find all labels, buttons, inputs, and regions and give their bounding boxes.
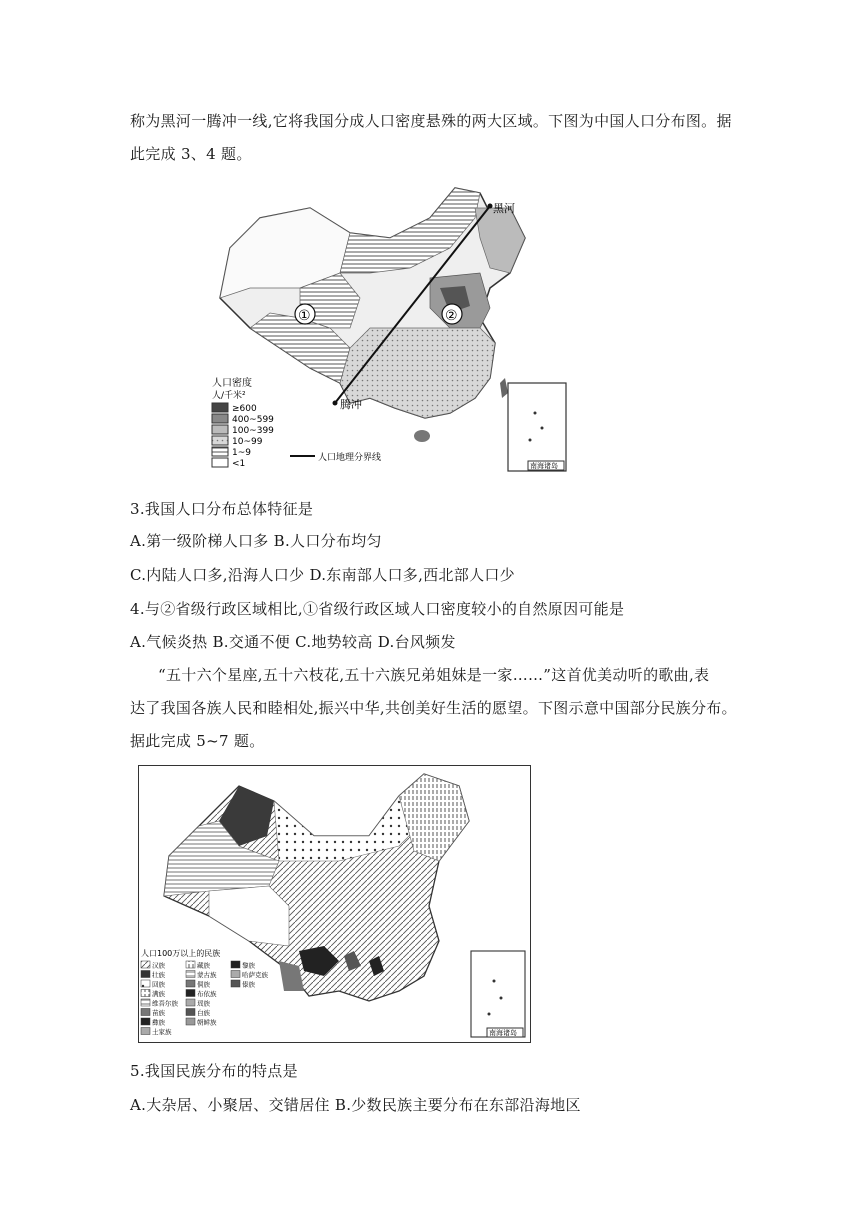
passage2-line-2: 达了我国各族人民和睦相处,振兴中华,共创美好生活的愿望。下图示意中国部分民族分布。 — [130, 699, 737, 717]
marker-2: ② — [445, 308, 458, 324]
legend-title: 人口100万以上的民族 — [141, 949, 221, 958]
tengchong-label: 腾冲 — [340, 398, 362, 411]
legend-item: 傣族 — [242, 980, 255, 989]
legend-swatch — [141, 1018, 150, 1025]
legend-boundary-line: 人口地理分界线 — [318, 453, 382, 463]
legend-swatch — [186, 971, 195, 978]
legend-item: 布依族 — [197, 990, 217, 998]
legend-item: 满族 — [152, 990, 165, 998]
legend-item: 白族 — [197, 1009, 210, 1017]
legend-item: 哈萨克族 — [242, 971, 268, 979]
legend-item: 土家族 — [152, 1028, 172, 1036]
legend-swatch — [141, 1009, 150, 1016]
legend-swatch — [186, 961, 195, 968]
q3-options-ab: A.第一级阶梯人口多 B.人口分布均匀 — [130, 532, 382, 550]
legend-item: 维吾尔族 — [152, 999, 178, 1008]
legend-item: 黎族 — [242, 961, 255, 970]
population-density-map — [190, 178, 622, 478]
legend-swatch — [186, 990, 195, 997]
q3-stem: 3.我国人口分布总体特征是 — [130, 500, 314, 518]
legend-swatch — [186, 1009, 195, 1016]
marker-1: ① — [298, 308, 311, 324]
legend-item: 蒙古族 — [197, 971, 217, 979]
q4-options: A.气候炎热 B.交通不便 C.地势较高 D.台风频发 — [130, 633, 456, 651]
passage2-line-1: “五十六个星座,五十六枝花,五十六族兄弟姐妹是一家……”这首优美动听的歌曲,表 — [158, 666, 710, 684]
legend-swatch — [141, 990, 150, 997]
legend-item: 彝族 — [152, 1018, 165, 1027]
legend-swatch — [186, 999, 195, 1006]
legend-item: 回族 — [152, 980, 165, 989]
legend-item: 苗族 — [152, 1009, 165, 1017]
q5-options-ab: A.大杂居、小聚居、交错居住 B.少数民族主要分布在东部沿海地区 — [130, 1096, 581, 1114]
legend-swatch — [141, 961, 150, 968]
legend-swatch — [231, 980, 240, 987]
tengchong-point — [333, 401, 338, 406]
south-china-sea-inset — [471, 951, 525, 1037]
legend-swatch — [186, 980, 195, 987]
q4-stem: 4.与②省级行政区域相比,①省级行政区域人口密度较小的自然原因可能是 — [130, 600, 625, 618]
legend-item-5: 1~9 — [232, 448, 251, 458]
q3-options-cd: C.内陆人口多,沿海人口少 D.东南部人口多,西北部人口少 — [130, 566, 515, 584]
legend-title: 人口密度 — [212, 378, 252, 389]
legend-unit: 人/千米² — [212, 391, 246, 401]
legend-swatch — [141, 999, 150, 1006]
legend-item-4: 10~99 — [232, 437, 263, 447]
legend-item: 瑶族 — [197, 999, 210, 1008]
intro-line-2: 此完成 3、4 题。 — [130, 145, 252, 163]
legend-item: 汉族 — [152, 961, 165, 970]
legend-item: 藏族 — [197, 961, 210, 970]
inset-label: 南海诸岛 — [530, 462, 558, 470]
legend-item-1: ≥600 — [232, 404, 257, 414]
q5-stem: 5.我国民族分布的特点是 — [130, 1062, 298, 1080]
passage2-line-3: 据此完成 5~7 题。 — [130, 732, 265, 750]
legend-item-6: <1 — [232, 459, 246, 469]
legend-item-3: 100~399 — [232, 426, 274, 436]
intro-line-1: 称为黑河一腾冲一线,它将我国分成人口密度悬殊的两大区域。下图为中国人口分布图。据 — [130, 112, 732, 130]
heihe-point — [488, 204, 493, 209]
legend-item: 侗族 — [197, 980, 210, 989]
south-china-sea-inset — [508, 383, 566, 471]
legend-item: 壮族 — [152, 971, 165, 979]
legend-swatch — [141, 971, 150, 978]
legend-swatch — [141, 1028, 150, 1035]
legend-item-2: 400~599 — [232, 415, 274, 425]
legend-swatch — [186, 1018, 195, 1025]
ethnic-distribution-map — [138, 765, 531, 1043]
legend-swatch — [231, 961, 240, 968]
heihe-label: 黑河 — [493, 202, 515, 215]
legend-swatch — [231, 971, 240, 978]
legend-item: 朝鲜族 — [197, 1018, 217, 1027]
legend-swatch — [141, 980, 150, 987]
inset-label: 南海诸岛 — [489, 1029, 517, 1037]
